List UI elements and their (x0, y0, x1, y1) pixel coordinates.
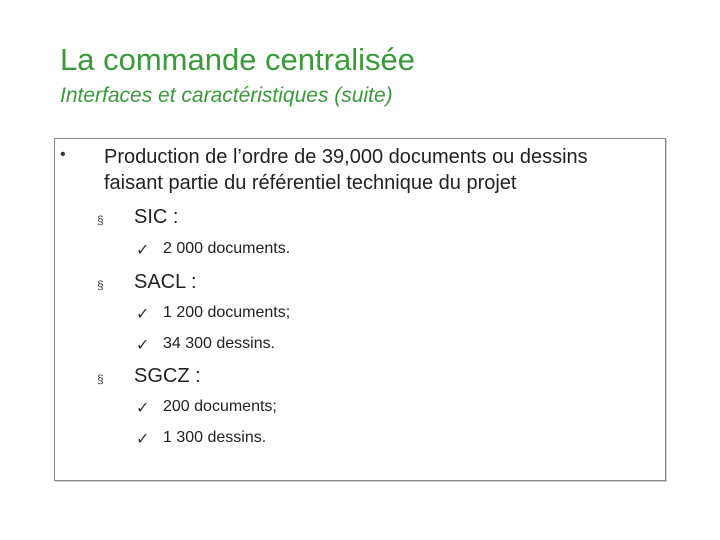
group-item: 2 000 documents. (163, 240, 291, 257)
check-icon: ✓ (136, 337, 150, 354)
check-icon: ✓ (136, 306, 150, 323)
section-marker-icon: § (97, 278, 104, 292)
check-icon: ✓ (136, 431, 150, 448)
group-item: 1 300 dessins. (163, 429, 267, 446)
slide-title: La commande centralisée (60, 42, 415, 77)
section-marker-icon: § (97, 213, 104, 227)
group-label-sic: SIC : (134, 206, 179, 228)
section-marker-icon: § (97, 372, 104, 386)
check-icon: ✓ (136, 400, 150, 417)
group-label-sacl: SACL : (134, 271, 197, 293)
main-bullet-text: Production de l’ordre de 39,000 documents ou dessins faisant partie du référentiel technique du projet (104, 146, 588, 194)
check-icon: ✓ (136, 242, 150, 259)
group-item: 34 300 dessins. (163, 335, 276, 352)
bullet-icon: • (60, 146, 66, 163)
group-label-sgcz: SGCZ : (134, 365, 201, 387)
group-item: 200 documents; (163, 398, 277, 415)
slide-subtitle: Interfaces et caractéristiques (suite) (60, 84, 393, 107)
group-item: 1 200 documents; (163, 304, 291, 321)
